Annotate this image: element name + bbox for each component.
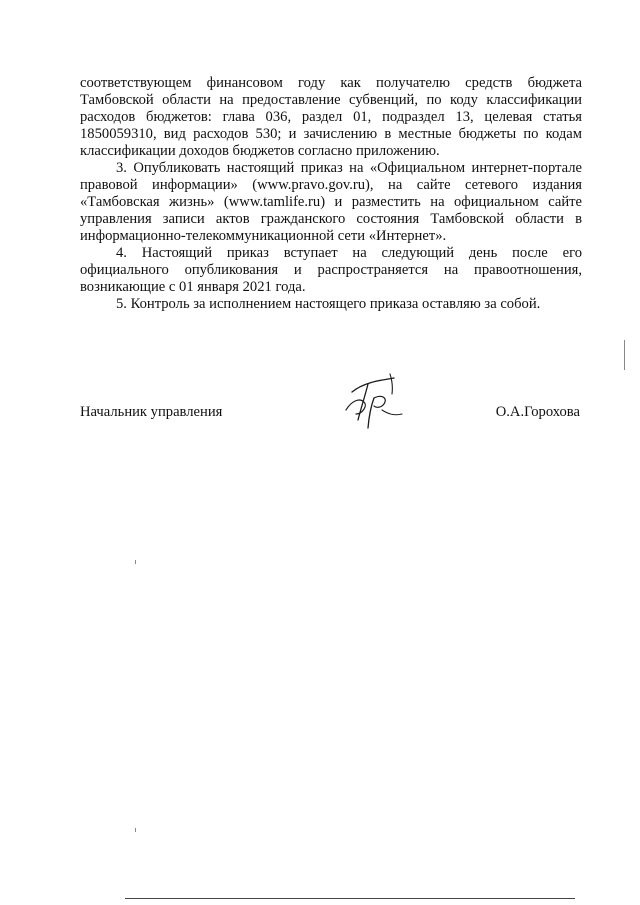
paragraph-publication: 3. Опубликовать настоящий приказ на «Официальном интернет-портале правовой информации» (www.pravo.gov.ru), на сайте сетевого издания «Тамбовская жизнь» (www.tamlife.ru) и разместить на официальном сайте управления записи актов гражданского состояния Тамбовской области в информационно-телекоммуникационной сети «Интернет».: [80, 160, 582, 244]
paragraph-budget-codes: соответствующем финансовом году как получателю средств бюджета Тамбовской области на предоставление субвенций, по коду классификации расходов бюджетов: глава 036, раздел 01, подраздел 13, целевая статья 1850059310, вид расходов 530; и зачислению в местные бюджеты по кодам классификации доходов бюджетов согласно приложению.: [80, 75, 582, 159]
scan-artifact-mark: [624, 340, 625, 370]
scan-artifact-mark: [135, 560, 136, 564]
signatory-position: Начальник управления: [80, 404, 223, 420]
paragraph-effective-date: 4. Настоящий приказ вступает на следующий день после его официального опубликования и распространяется на правоотношения, возникающие с 01 января 2021 года.: [80, 245, 582, 295]
signature-block: [80, 370, 580, 450]
document-body: [80, 75, 582, 313]
paragraph-control: 5. Контроль за исполнением настоящего приказа оставляю за собой.: [116, 296, 541, 312]
signatory-name: О.А.Горохова: [495, 404, 580, 420]
handwritten-signature: [338, 370, 408, 432]
scan-artifact-mark: [135, 828, 136, 832]
scan-edge-line: [125, 898, 575, 899]
